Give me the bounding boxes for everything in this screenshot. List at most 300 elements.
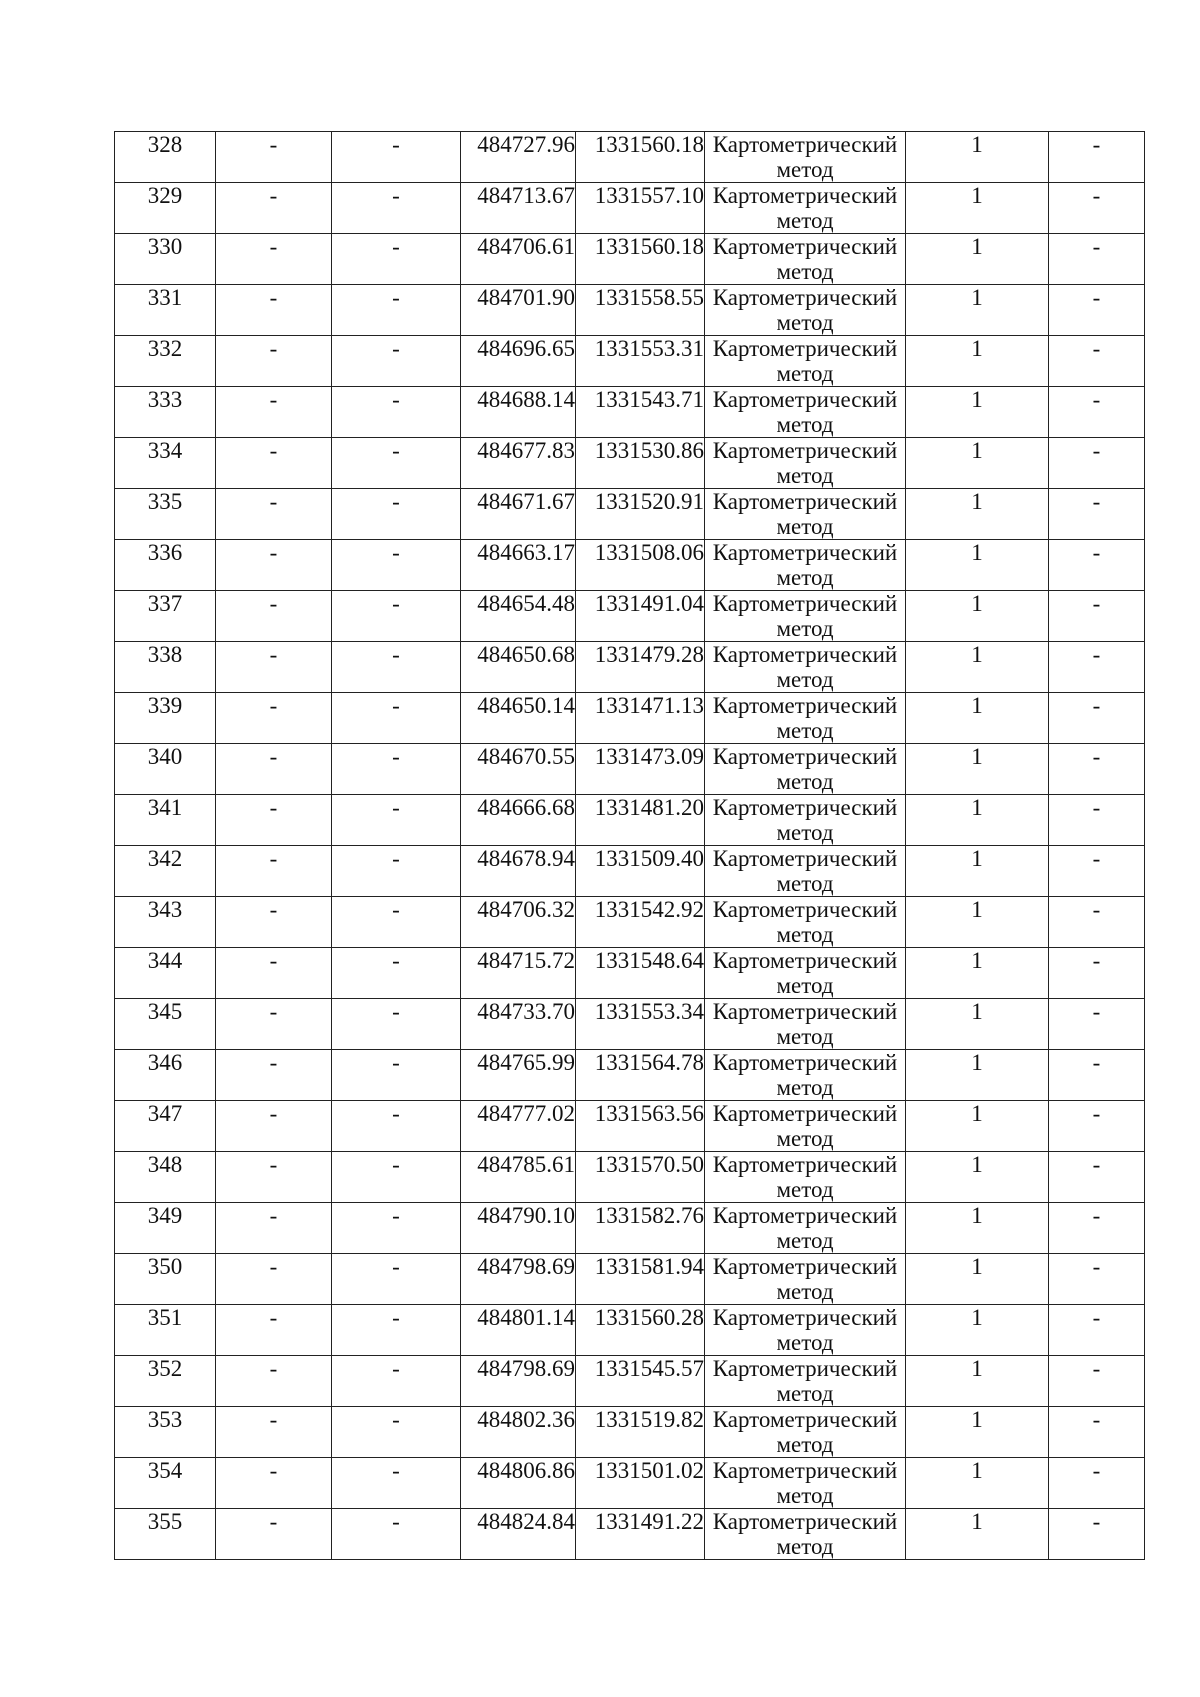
- x-coordinate-cell: 484806.86: [461, 1458, 576, 1509]
- method-cell: [705, 1509, 906, 1560]
- method-line-1: Картометрический: [712, 234, 898, 259]
- accuracy-cell: 1: [906, 1458, 1049, 1509]
- accuracy-cell: 1: [906, 1356, 1049, 1407]
- x-coordinate-cell: 484696.65: [461, 336, 576, 387]
- method-line-1: Картометрический: [712, 948, 898, 973]
- method-cell: [705, 897, 906, 948]
- dash-cell: -: [216, 489, 332, 540]
- y-coordinate-cell: 1331548.64: [576, 948, 705, 999]
- x-coordinate-cell: 484777.02: [461, 1101, 576, 1152]
- dash-cell: -: [332, 1305, 461, 1356]
- dash-cell: -: [332, 642, 461, 693]
- point-number-cell: 345: [115, 999, 216, 1050]
- method-cell: [705, 285, 906, 336]
- method-cell: [705, 438, 906, 489]
- description-cell: -: [1049, 132, 1145, 183]
- table-row: [115, 897, 1145, 948]
- method-cell: [705, 336, 906, 387]
- dash-cell: -: [216, 1458, 332, 1509]
- method-line-2: метод: [776, 1279, 834, 1304]
- method-line-1: Картометрический: [712, 1050, 898, 1075]
- dash-cell: -: [216, 795, 332, 846]
- dash-cell: -: [216, 387, 332, 438]
- x-coordinate-cell: 484688.14: [461, 387, 576, 438]
- table-row: [115, 1050, 1145, 1101]
- method-cell: [705, 1407, 906, 1458]
- dash-cell: -: [332, 387, 461, 438]
- table-row: [115, 183, 1145, 234]
- method-line-1: Картометрический: [712, 1305, 898, 1330]
- method-line-2: метод: [776, 1126, 834, 1151]
- x-coordinate-cell: 484701.90: [461, 285, 576, 336]
- y-coordinate-cell: 1331509.40: [576, 846, 705, 897]
- description-cell: -: [1049, 1305, 1145, 1356]
- method-cell: [705, 234, 906, 285]
- table-body: [115, 132, 1145, 1560]
- y-coordinate-cell: 1331557.10: [576, 183, 705, 234]
- method-line-1: Картометрический: [712, 591, 898, 616]
- y-coordinate-cell: 1331508.06: [576, 540, 705, 591]
- x-coordinate-cell: 484663.17: [461, 540, 576, 591]
- method-line-1: Картометрический: [712, 846, 898, 871]
- method-line-1: Картометрический: [712, 1509, 898, 1534]
- point-number-cell: 328: [115, 132, 216, 183]
- y-coordinate-cell: 1331560.18: [576, 132, 705, 183]
- x-coordinate-cell: 484801.14: [461, 1305, 576, 1356]
- dash-cell: -: [216, 540, 332, 591]
- x-coordinate-cell: 484654.48: [461, 591, 576, 642]
- method-line-1: Картометрический: [712, 693, 898, 718]
- dash-cell: -: [332, 1407, 461, 1458]
- table-row: [115, 438, 1145, 489]
- method-line-2: метод: [776, 1228, 834, 1253]
- description-cell: -: [1049, 234, 1145, 285]
- method-line-2: метод: [776, 259, 834, 284]
- accuracy-cell: 1: [906, 1509, 1049, 1560]
- method-line-1: Картометрический: [712, 1101, 898, 1126]
- table-row: [115, 693, 1145, 744]
- method-line-2: метод: [776, 820, 834, 845]
- accuracy-cell: 1: [906, 540, 1049, 591]
- y-coordinate-cell: 1331564.78: [576, 1050, 705, 1101]
- accuracy-cell: 1: [906, 846, 1049, 897]
- dash-cell: -: [332, 285, 461, 336]
- method-line-2: метод: [776, 310, 834, 335]
- dash-cell: -: [216, 591, 332, 642]
- method-cell: [705, 999, 906, 1050]
- table-row: [115, 846, 1145, 897]
- method-line-1: Картометрический: [712, 438, 898, 463]
- dash-cell: -: [216, 1305, 332, 1356]
- description-cell: -: [1049, 1203, 1145, 1254]
- method-line-1: Картометрический: [712, 132, 898, 157]
- accuracy-cell: 1: [906, 489, 1049, 540]
- dash-cell: -: [332, 1458, 461, 1509]
- x-coordinate-cell: 484670.55: [461, 744, 576, 795]
- method-line-2: метод: [776, 1177, 834, 1202]
- x-coordinate-cell: 484798.69: [461, 1356, 576, 1407]
- y-coordinate-cell: 1331553.34: [576, 999, 705, 1050]
- y-coordinate-cell: 1331473.09: [576, 744, 705, 795]
- x-coordinate-cell: 484713.67: [461, 183, 576, 234]
- dash-cell: -: [216, 999, 332, 1050]
- method-cell: [705, 387, 906, 438]
- dash-cell: -: [332, 999, 461, 1050]
- y-coordinate-cell: 1331501.02: [576, 1458, 705, 1509]
- description-cell: -: [1049, 183, 1145, 234]
- point-number-cell: 337: [115, 591, 216, 642]
- point-number-cell: 342: [115, 846, 216, 897]
- description-cell: -: [1049, 744, 1145, 795]
- method-line-1: Картометрический: [712, 387, 898, 412]
- table-row: [115, 999, 1145, 1050]
- description-cell: -: [1049, 693, 1145, 744]
- method-line-2: метод: [776, 718, 834, 743]
- dash-cell: -: [332, 795, 461, 846]
- point-number-cell: 348: [115, 1152, 216, 1203]
- table-row: [115, 1458, 1145, 1509]
- description-cell: -: [1049, 336, 1145, 387]
- accuracy-cell: 1: [906, 795, 1049, 846]
- method-line-1: Картометрический: [712, 1203, 898, 1228]
- method-cell: [705, 1152, 906, 1203]
- method-line-1: Картометрический: [712, 795, 898, 820]
- accuracy-cell: 1: [906, 132, 1049, 183]
- y-coordinate-cell: 1331479.28: [576, 642, 705, 693]
- dash-cell: -: [216, 1407, 332, 1458]
- dash-cell: -: [216, 846, 332, 897]
- description-cell: -: [1049, 387, 1145, 438]
- method-line-2: метод: [776, 973, 834, 998]
- accuracy-cell: 1: [906, 744, 1049, 795]
- dash-cell: -: [216, 1050, 332, 1101]
- method-line-1: Картометрический: [712, 1254, 898, 1279]
- method-line-2: метод: [776, 1075, 834, 1100]
- description-cell: -: [1049, 1152, 1145, 1203]
- point-number-cell: 331: [115, 285, 216, 336]
- dash-cell: -: [332, 1203, 461, 1254]
- y-coordinate-cell: 1331481.20: [576, 795, 705, 846]
- point-number-cell: 355: [115, 1509, 216, 1560]
- table-row: [115, 1254, 1145, 1305]
- y-coordinate-cell: 1331563.56: [576, 1101, 705, 1152]
- method-cell: [705, 1305, 906, 1356]
- description-cell: -: [1049, 1458, 1145, 1509]
- description-cell: -: [1049, 1050, 1145, 1101]
- description-cell: -: [1049, 948, 1145, 999]
- point-number-cell: 346: [115, 1050, 216, 1101]
- method-line-1: Картометрический: [712, 744, 898, 769]
- method-line-2: метод: [776, 463, 834, 488]
- method-line-1: Картометрический: [712, 897, 898, 922]
- dash-cell: -: [332, 1509, 461, 1560]
- table-row: [115, 948, 1145, 999]
- point-number-cell: 336: [115, 540, 216, 591]
- method-cell: [705, 1203, 906, 1254]
- x-coordinate-cell: 484666.68: [461, 795, 576, 846]
- x-coordinate-cell: 484798.69: [461, 1254, 576, 1305]
- description-cell: -: [1049, 285, 1145, 336]
- table-row: [115, 795, 1145, 846]
- method-line-1: Картометрический: [712, 183, 898, 208]
- method-line-2: метод: [776, 1381, 834, 1406]
- dash-cell: -: [216, 1152, 332, 1203]
- method-cell: [705, 1356, 906, 1407]
- dash-cell: -: [332, 234, 461, 285]
- dash-cell: -: [332, 591, 461, 642]
- point-number-cell: 338: [115, 642, 216, 693]
- accuracy-cell: 1: [906, 438, 1049, 489]
- method-line-1: Картометрический: [712, 489, 898, 514]
- accuracy-cell: 1: [906, 234, 1049, 285]
- table-row: [115, 489, 1145, 540]
- method-line-1: Картометрический: [712, 1356, 898, 1381]
- dash-cell: -: [216, 336, 332, 387]
- x-coordinate-cell: 484677.83: [461, 438, 576, 489]
- y-coordinate-cell: 1331519.82: [576, 1407, 705, 1458]
- table-row: [115, 642, 1145, 693]
- method-cell: [705, 846, 906, 897]
- dash-cell: -: [332, 846, 461, 897]
- dash-cell: -: [332, 1050, 461, 1101]
- description-cell: -: [1049, 846, 1145, 897]
- x-coordinate-cell: 484706.61: [461, 234, 576, 285]
- accuracy-cell: 1: [906, 1407, 1049, 1458]
- point-number-cell: 349: [115, 1203, 216, 1254]
- dash-cell: -: [216, 1254, 332, 1305]
- description-cell: -: [1049, 1356, 1145, 1407]
- point-number-cell: 344: [115, 948, 216, 999]
- dash-cell: -: [332, 1356, 461, 1407]
- dash-cell: -: [216, 234, 332, 285]
- dash-cell: -: [332, 438, 461, 489]
- method-line-2: метод: [776, 1483, 834, 1508]
- y-coordinate-cell: 1331520.91: [576, 489, 705, 540]
- x-coordinate-cell: 484671.67: [461, 489, 576, 540]
- table-row: [115, 234, 1145, 285]
- method-line-2: метод: [776, 157, 834, 182]
- point-number-cell: 339: [115, 693, 216, 744]
- method-line-2: метод: [776, 871, 834, 896]
- table-row: [115, 387, 1145, 438]
- table-row: [115, 1203, 1145, 1254]
- method-cell: [705, 591, 906, 642]
- x-coordinate-cell: 484650.14: [461, 693, 576, 744]
- y-coordinate-cell: 1331471.13: [576, 693, 705, 744]
- table-row: [115, 336, 1145, 387]
- table-row: [115, 132, 1145, 183]
- dash-cell: -: [216, 132, 332, 183]
- dash-cell: -: [332, 132, 461, 183]
- y-coordinate-cell: 1331491.04: [576, 591, 705, 642]
- accuracy-cell: 1: [906, 1050, 1049, 1101]
- point-number-cell: 333: [115, 387, 216, 438]
- method-line-2: метод: [776, 565, 834, 590]
- dash-cell: -: [332, 1152, 461, 1203]
- method-cell: [705, 1458, 906, 1509]
- method-line-2: метод: [776, 208, 834, 233]
- point-number-cell: 340: [115, 744, 216, 795]
- dash-cell: -: [332, 693, 461, 744]
- x-coordinate-cell: 484785.61: [461, 1152, 576, 1203]
- point-number-cell: 334: [115, 438, 216, 489]
- accuracy-cell: 1: [906, 1254, 1049, 1305]
- accuracy-cell: 1: [906, 948, 1049, 999]
- accuracy-cell: 1: [906, 1101, 1049, 1152]
- accuracy-cell: 1: [906, 642, 1049, 693]
- table-row: [115, 1305, 1145, 1356]
- x-coordinate-cell: 484706.32: [461, 897, 576, 948]
- method-cell: [705, 948, 906, 999]
- dash-cell: -: [216, 1509, 332, 1560]
- accuracy-cell: 1: [906, 1305, 1049, 1356]
- dash-cell: -: [332, 948, 461, 999]
- dash-cell: -: [332, 540, 461, 591]
- x-coordinate-cell: 484802.36: [461, 1407, 576, 1458]
- point-number-cell: 352: [115, 1356, 216, 1407]
- dash-cell: -: [216, 183, 332, 234]
- point-number-cell: 351: [115, 1305, 216, 1356]
- x-coordinate-cell: 484824.84: [461, 1509, 576, 1560]
- point-number-cell: 335: [115, 489, 216, 540]
- dash-cell: -: [332, 744, 461, 795]
- accuracy-cell: 1: [906, 387, 1049, 438]
- point-number-cell: 329: [115, 183, 216, 234]
- method-line-2: метод: [776, 1534, 834, 1559]
- y-coordinate-cell: 1331542.92: [576, 897, 705, 948]
- y-coordinate-cell: 1331530.86: [576, 438, 705, 489]
- dash-cell: -: [332, 489, 461, 540]
- dash-cell: -: [216, 1101, 332, 1152]
- accuracy-cell: 1: [906, 897, 1049, 948]
- description-cell: -: [1049, 642, 1145, 693]
- y-coordinate-cell: 1331491.22: [576, 1509, 705, 1560]
- dash-cell: -: [332, 897, 461, 948]
- method-line-2: метод: [776, 1432, 834, 1457]
- x-coordinate-cell: 484650.68: [461, 642, 576, 693]
- method-line-1: Картометрический: [712, 285, 898, 310]
- table-row: [115, 1356, 1145, 1407]
- description-cell: -: [1049, 1509, 1145, 1560]
- method-line-2: метод: [776, 412, 834, 437]
- method-cell: [705, 489, 906, 540]
- y-coordinate-cell: 1331570.50: [576, 1152, 705, 1203]
- method-cell: [705, 540, 906, 591]
- method-line-1: Картометрический: [712, 1458, 898, 1483]
- description-cell: -: [1049, 438, 1145, 489]
- method-line-2: метод: [776, 361, 834, 386]
- description-cell: -: [1049, 897, 1145, 948]
- dash-cell: -: [332, 183, 461, 234]
- table-row: [115, 285, 1145, 336]
- y-coordinate-cell: 1331581.94: [576, 1254, 705, 1305]
- x-coordinate-cell: 484765.99: [461, 1050, 576, 1101]
- dash-cell: -: [216, 744, 332, 795]
- method-cell: [705, 1101, 906, 1152]
- point-number-cell: 343: [115, 897, 216, 948]
- dash-cell: -: [216, 693, 332, 744]
- table-row: [115, 744, 1145, 795]
- method-cell: [705, 132, 906, 183]
- description-cell: -: [1049, 489, 1145, 540]
- point-number-cell: 332: [115, 336, 216, 387]
- method-line-2: метод: [776, 922, 834, 947]
- method-line-2: метод: [776, 514, 834, 539]
- method-line-1: Картометрический: [712, 999, 898, 1024]
- y-coordinate-cell: 1331560.18: [576, 234, 705, 285]
- table-row: [115, 1101, 1145, 1152]
- description-cell: -: [1049, 591, 1145, 642]
- dash-cell: -: [216, 642, 332, 693]
- accuracy-cell: 1: [906, 999, 1049, 1050]
- x-coordinate-cell: 484727.96: [461, 132, 576, 183]
- accuracy-cell: 1: [906, 693, 1049, 744]
- accuracy-cell: 1: [906, 1152, 1049, 1203]
- description-cell: -: [1049, 1254, 1145, 1305]
- dash-cell: -: [216, 1203, 332, 1254]
- method-line-1: Картометрический: [712, 540, 898, 565]
- method-cell: [705, 183, 906, 234]
- method-line-2: метод: [776, 1330, 834, 1355]
- method-line-1: Картометрический: [712, 1407, 898, 1432]
- x-coordinate-cell: 484715.72: [461, 948, 576, 999]
- description-cell: -: [1049, 1101, 1145, 1152]
- method-cell: [705, 693, 906, 744]
- method-cell: [705, 744, 906, 795]
- accuracy-cell: 1: [906, 1203, 1049, 1254]
- dash-cell: -: [332, 1101, 461, 1152]
- point-number-cell: 347: [115, 1101, 216, 1152]
- method-cell: [705, 1050, 906, 1101]
- coordinates-table: [114, 131, 1145, 1560]
- y-coordinate-cell: 1331582.76: [576, 1203, 705, 1254]
- dash-cell: -: [216, 285, 332, 336]
- x-coordinate-cell: 484790.10: [461, 1203, 576, 1254]
- description-cell: -: [1049, 999, 1145, 1050]
- dash-cell: -: [216, 438, 332, 489]
- accuracy-cell: 1: [906, 591, 1049, 642]
- point-number-cell: 341: [115, 795, 216, 846]
- description-cell: -: [1049, 1407, 1145, 1458]
- accuracy-cell: 1: [906, 183, 1049, 234]
- accuracy-cell: 1: [906, 285, 1049, 336]
- accuracy-cell: 1: [906, 336, 1049, 387]
- y-coordinate-cell: 1331543.71: [576, 387, 705, 438]
- method-cell: [705, 642, 906, 693]
- y-coordinate-cell: 1331558.55: [576, 285, 705, 336]
- y-coordinate-cell: 1331560.28: [576, 1305, 705, 1356]
- method-line-2: метод: [776, 1024, 834, 1049]
- dash-cell: -: [216, 897, 332, 948]
- method-line-1: Картометрический: [712, 642, 898, 667]
- method-line-1: Картометрический: [712, 336, 898, 361]
- y-coordinate-cell: 1331553.31: [576, 336, 705, 387]
- method-line-2: метод: [776, 667, 834, 692]
- table-row: [115, 1152, 1145, 1203]
- table-row: [115, 1407, 1145, 1458]
- point-number-cell: 353: [115, 1407, 216, 1458]
- dash-cell: -: [216, 948, 332, 999]
- method-line-1: Картометрический: [712, 1152, 898, 1177]
- x-coordinate-cell: 484678.94: [461, 846, 576, 897]
- method-line-2: метод: [776, 616, 834, 641]
- table-row: [115, 1509, 1145, 1560]
- y-coordinate-cell: 1331545.57: [576, 1356, 705, 1407]
- table-row: [115, 540, 1145, 591]
- description-cell: -: [1049, 540, 1145, 591]
- point-number-cell: 354: [115, 1458, 216, 1509]
- description-cell: -: [1049, 795, 1145, 846]
